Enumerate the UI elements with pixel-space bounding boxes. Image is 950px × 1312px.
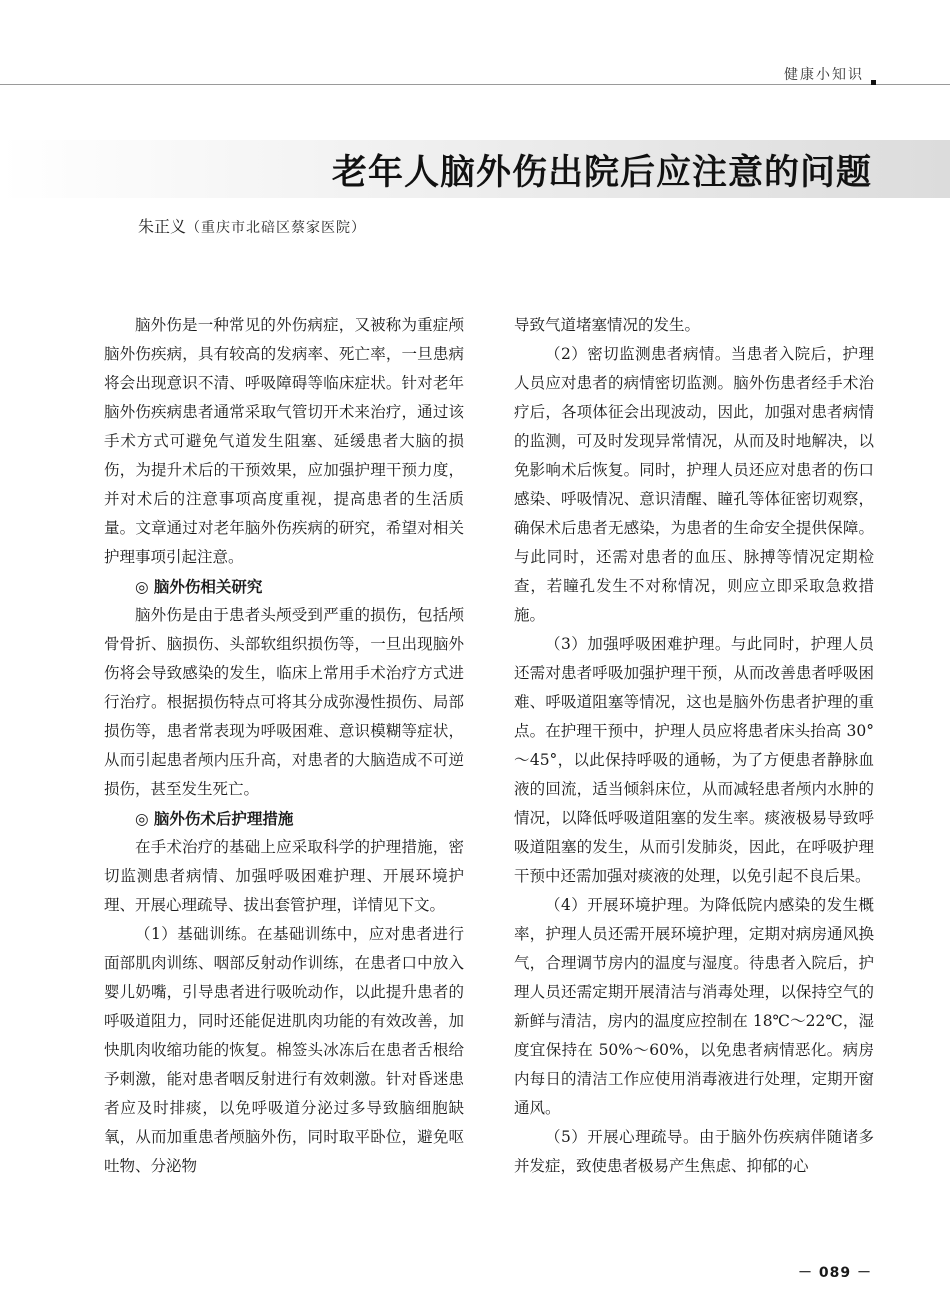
right-column [514, 311, 874, 1181]
nursing-intro-paragraph: 在手术治疗的基础上应采取科学的护理措施，密切监测患者病情、加强呼吸困难护理、开展环境护理、开展心理疏导、拔出套管护理，详情见下文。 [104, 838, 464, 914]
psychological-care-paragraph: （5）开展心理疏导。由于脑外伤疾病伴随诸多并发症，致使患者极易产生焦虑、抑郁的心 [514, 1128, 874, 1175]
page-number: － 089 － [798, 1265, 872, 1281]
section-heading-nursing: ◎ 脑外伤术后护理措施 [135, 809, 294, 828]
left-column [104, 311, 464, 1181]
research-paragraph: 脑外伤是由于患者头颅受到严重的损伤，包括颅骨骨折、脑损伤、头部软组织损伤等，一旦出现脑外伤将会导致感染的发生，临床上常用手术治疗方式进行治疗。根据损伤特点可将其分成弥漫性损伤、局部损伤等，患者常表现为呼吸困难、意识模糊等症状，从而引起患者颅内压升高，对患者的大脑造成不可逆损伤，甚至发生死亡。 [104, 606, 464, 798]
article-title: 老年人脑外伤出院后应注意的问题 [331, 152, 872, 193]
respiratory-care-paragraph: （3）加强呼吸困难护理。与此同时，护理人员还需对患者呼吸加强护理干预，从而改善患者呼吸困难、呼吸道阻塞等情况，这也是脑外伤患者护理的重点。在护理干预中，护理人员应将患者床头抬高 30°～45°，以此保持呼吸的通畅，为了方便患者静脉血液的回流，适当倾斜床位，从而减轻患者颅内水肿的情况，以降低呼吸道阻塞的发生率。痰液极易导致呼吸道阻塞的发生，从而引发肺炎，因此，在呼吸护理干预中还需加强对痰液的处理，以免引起不良后果。 [514, 635, 874, 885]
section-marker-square [871, 80, 876, 85]
author-name: 朱正义 [138, 217, 187, 236]
environment-care-paragraph: （4）开展环境护理。为降低院内感染的发生概率，护理人员还需开展环境护理，定期对病房通风换气，合理调节房内的温度与湿度。待患者入院后，护理人员还需定期开展清洁与消毒处理，以保持空气的新鲜与清洁，房内的温度应控制在 18℃～22℃，湿度宜保持在 50%～60%，以免患者病情恶化。病房内每日的清洁工作应使用消毒液进行处理，定期开窗通风。 [514, 896, 874, 1117]
section-tag: 健康小知识 [784, 67, 864, 83]
basic-training-paragraph: （1）基础训练。在基础训练中，应对患者进行面部肌肉训练、咽部反射动作训练，在患者口中放入婴儿奶嘴，引导患者进行吸吮动作，以此提升患者的呼吸道阻力，同时还能促进肌肉功能的有效改善，加快肌肉收缩功能的恢复。棉签头冰冻后在患者舌根给予刺激，能对患者咽反射进行有效刺激。针对昏迷患者应及时排痰，以免呼吸道分泌过多导致脑细胞缺氧，从而加重患者颅脑外伤，同时取平卧位，避免呕吐物、分泌物 [104, 925, 464, 1175]
section-heading-research: ◎ 脑外伤相关研究 [135, 577, 263, 596]
intro-paragraph: 脑外伤是一种常见的外伤病症，又被称为重症颅脑外伤疾病，具有较高的发病率、死亡率，一旦患病将会出现意识不清、呼吸障碍等临床症状。针对老年脑外伤疾病患者通常采取气管切开术来治疗，通过该手术方式可避免气道发生阻塞、延缓患者大脑的损伤，为提升术后的干预效果，应加强护理干预力度，并对术后的注意事项高度重视，提高患者的生活质量。文章通过对老年脑外伤疾病的研究，希望对相关护理事项引起注意。 [104, 316, 464, 566]
byline [138, 214, 366, 237]
header-rule [0, 84, 950, 85]
monitoring-paragraph: （2）密切监测患者病情。当患者入院后，护理人员应对患者的病情密切监测。脑外伤患者经手术治疗后，各项体征会出现波动，因此，加强对患者病情的监测，可及时发现异常情况，从而及时地解决，以免影响术后恢复。同时，护理人员还应对患者的伤口感染、呼吸情况、意识清醒、瞳孔等体征密切观察，确保术后患者无感染，为患者的生命安全提供保障。与此同时，还需对患者的血压、脉搏等情况定期检查，若瞳孔发生不对称情况，则应立即采取急救措施。 [514, 345, 874, 624]
author-affiliation: （重庆市北碚区蔡家医院） [186, 220, 367, 236]
continued-paragraph: 导致气道堵塞情况的发生。 [514, 316, 701, 334]
